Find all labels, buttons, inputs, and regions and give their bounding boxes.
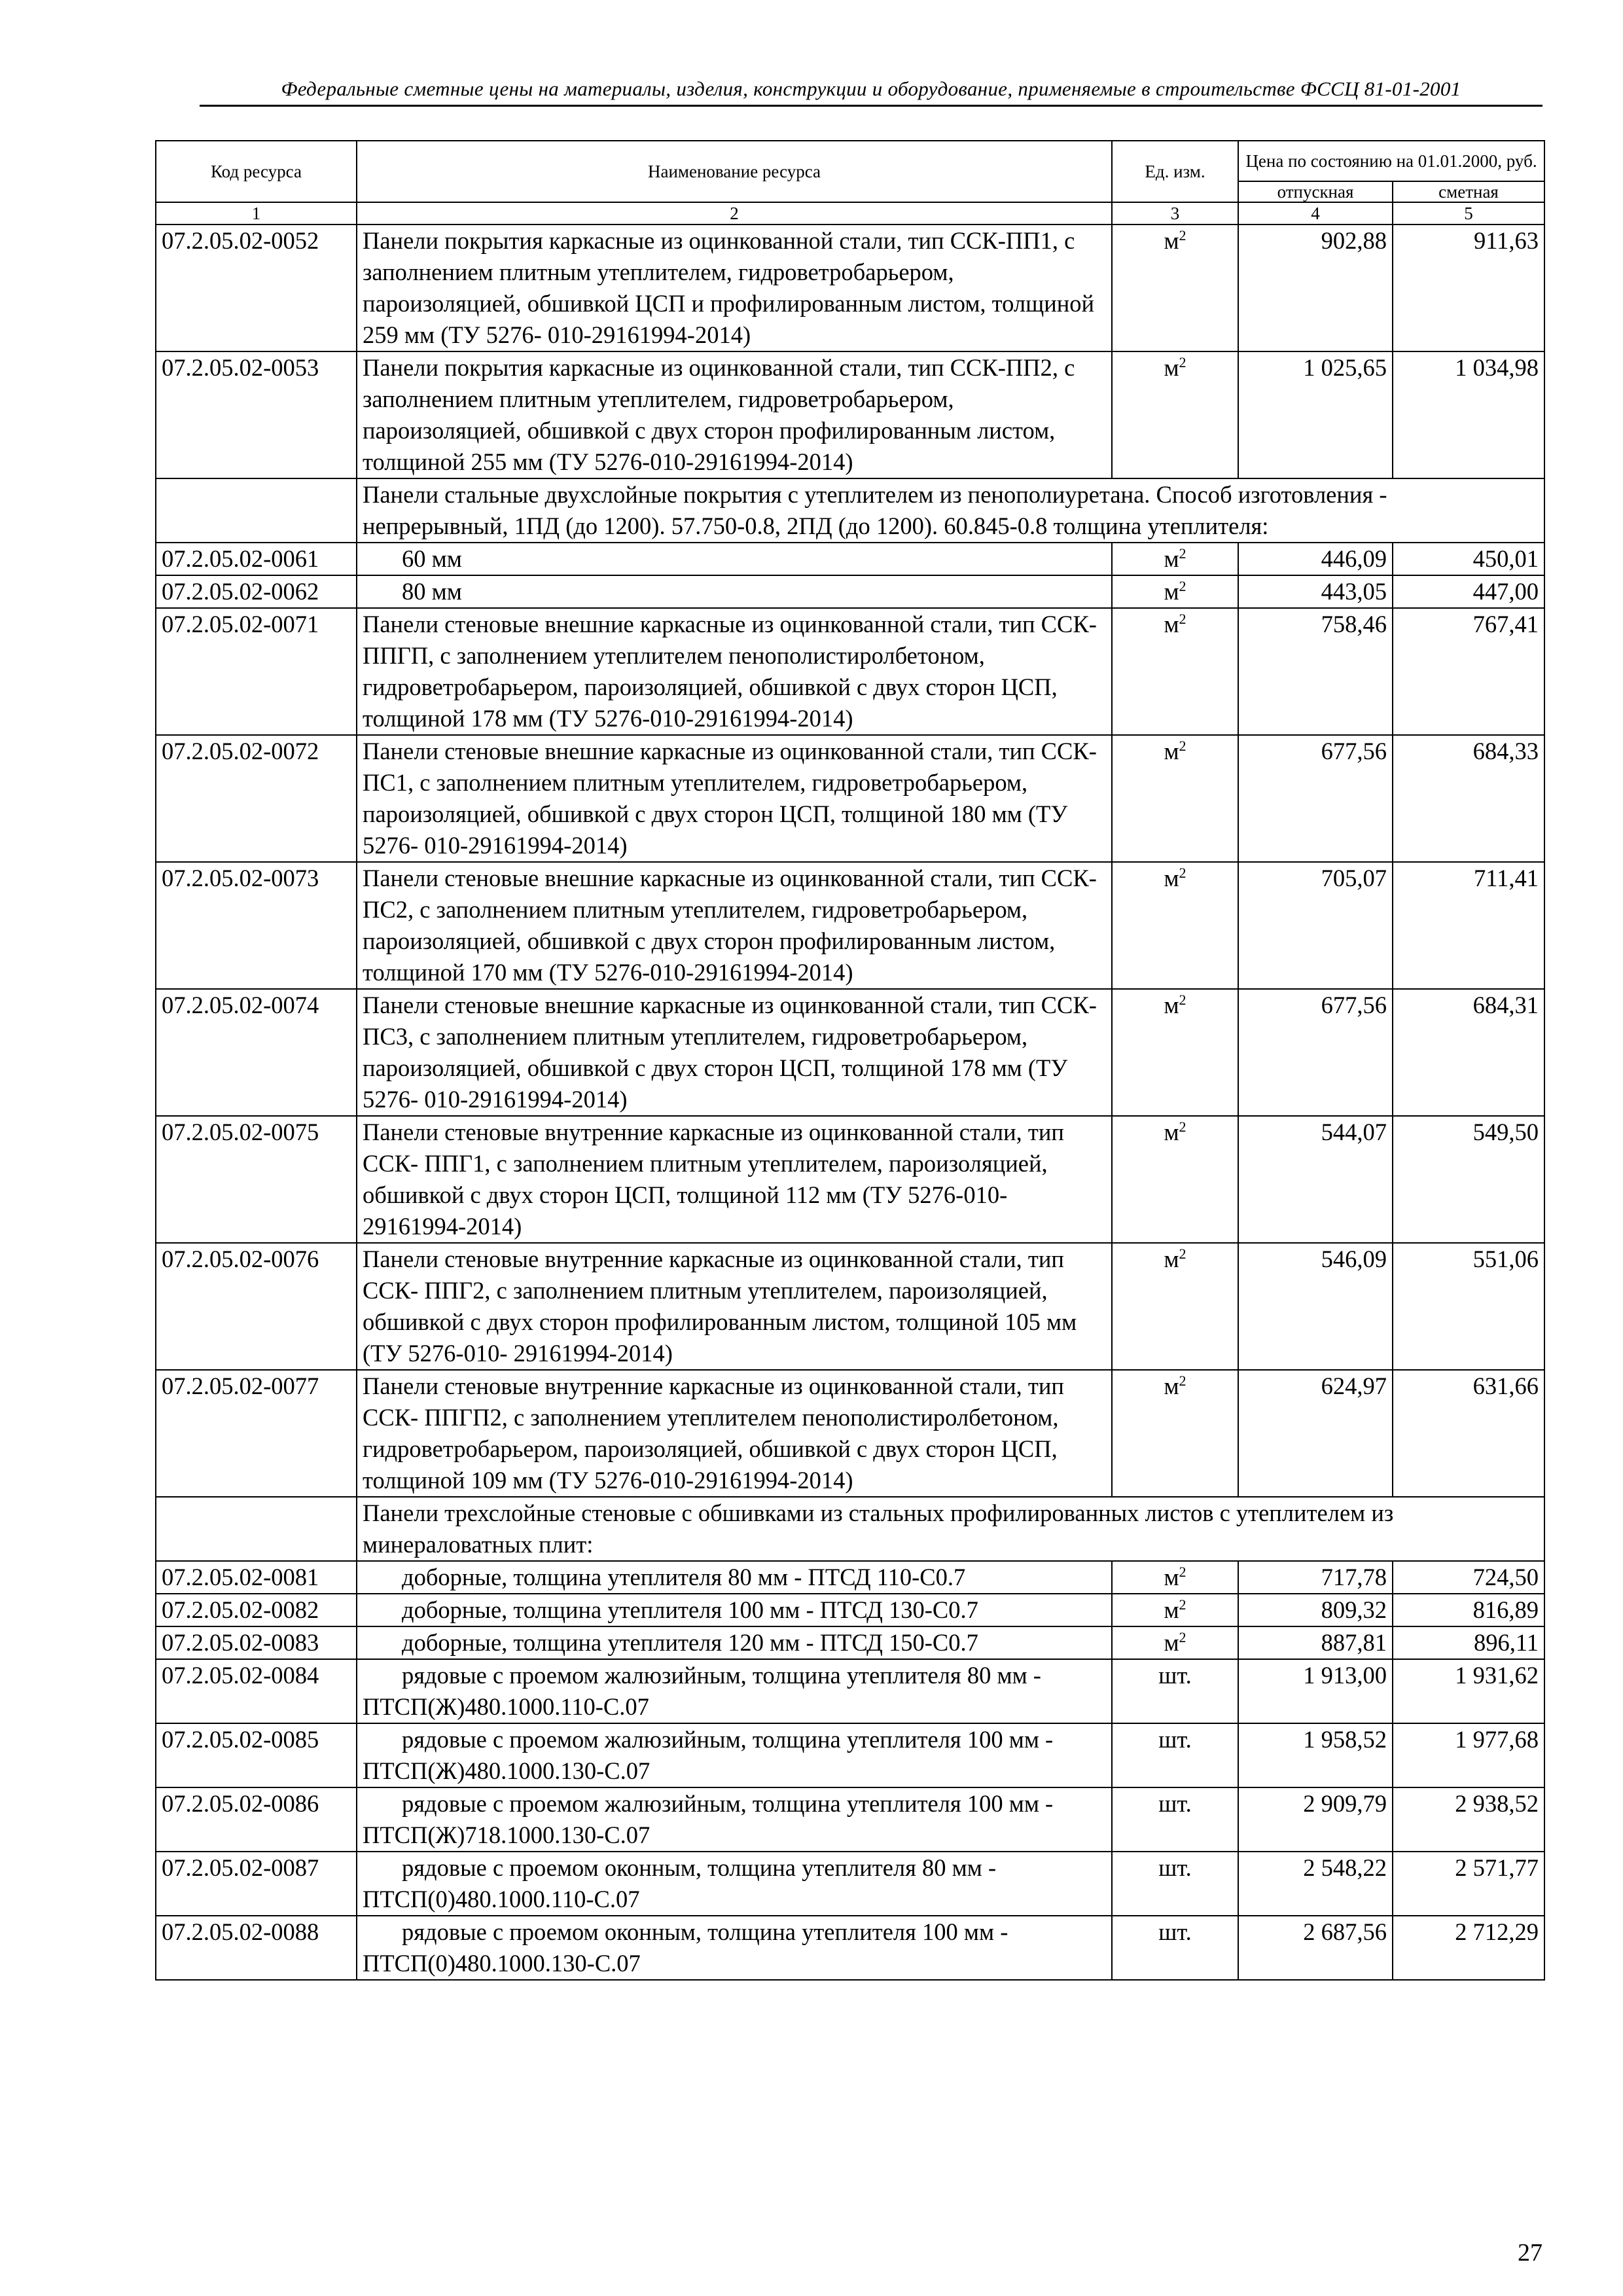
resource-code: 07.2.05.02-0053 <box>156 351 357 478</box>
column-number: 3 <box>1112 202 1238 224</box>
resource-name: Панели стеновые внутренние каркасные из оцинкованной стали, тип ССК- ППГ2, с заполнением плитным утеплителем, пароизоляцией, обшивкой с двух сторон профилированным листом, толщиной 105 мм (ТУ 5276-010- 29161994-2014) <box>357 1243 1112 1370</box>
unit-exponent: 2 <box>1179 353 1186 370</box>
unit-cell <box>1112 1723 1238 1787</box>
unit-cell <box>1112 543 1238 575</box>
table-row <box>156 735 1544 862</box>
price-release: 1 913,00 <box>1238 1659 1393 1723</box>
unit-exponent: 2 <box>1179 545 1186 562</box>
resource-code: 07.2.05.02-0077 <box>156 1370 357 1497</box>
price-release: 887,81 <box>1238 1626 1393 1659</box>
resource-name: рядовые с проемом оконным, толщина утеплителя 100 мм - ПТСП(0)480.1000.130-С.07 <box>357 1916 1112 1980</box>
unit-cell <box>1112 224 1238 351</box>
group-code-cell <box>156 478 357 543</box>
resource-code: 07.2.05.02-0052 <box>156 224 357 351</box>
resource-name: Панели стеновые внешние каркасные из оцинкованной стали, тип ССК- ПС1, с заполнением плитным утеплителем, гидроветробарьером, пароизоляцией, обшивкой с двух сторон ЦСП, толщиной 180 мм (ТУ 5276- 010-29161994-2014) <box>357 735 1112 862</box>
table-row <box>156 608 1544 735</box>
resource-code: 07.2.05.02-0062 <box>156 575 357 608</box>
unit-cell <box>1112 1116 1238 1243</box>
resource-name: Панели стеновые внешние каркасные из оцинкованной стали, тип ССК- ПС2, с заполнением плитным утеплителем, гидроветробарьером, пароизоляцией, обшивкой с двух сторон профилированным листом, толщиной 170 мм (ТУ 5276-010-29161994-2014) <box>357 862 1112 989</box>
resource-name: рядовые с проемом жалюзийным, толщина утеплителя 100 мм - ПТСП(Ж)718.1000.130-С.07 <box>357 1787 1112 1852</box>
header-rule <box>200 105 1543 107</box>
resource-code: 07.2.05.02-0072 <box>156 735 357 862</box>
unit-label: м <box>1164 611 1179 637</box>
price-estimate: 684,33 <box>1393 735 1544 862</box>
price-release: 902,88 <box>1238 224 1393 351</box>
table-group-row <box>156 478 1544 543</box>
table-row <box>156 1561 1544 1594</box>
unit-cell <box>1112 1659 1238 1723</box>
unit-exponent: 2 <box>1179 1372 1186 1389</box>
unit-cell <box>1112 1852 1238 1916</box>
unit-label: м <box>1164 1629 1179 1656</box>
price-estimate: 549,50 <box>1393 1116 1544 1243</box>
price-estimate: 724,50 <box>1393 1561 1544 1594</box>
resource-name: 80 мм <box>357 575 1112 608</box>
unit-label: м <box>1164 1119 1179 1145</box>
resource-name: 60 мм <box>357 543 1112 575</box>
resource-name: доборные, толщина утеплителя 80 мм - ПТСД 110-С0.7 <box>357 1561 1112 1594</box>
resource-name: Панели покрытия каркасные из оцинкованной стали, тип ССК-ПП1, с заполнением плитным утеплителем, гидроветробарьером, пароизоляцией, обшивкой ЦСП и профилированным листом, толщиной 259 мм (ТУ 5276- 010-29161994-2014) <box>357 224 1112 351</box>
table-row <box>156 1626 1544 1659</box>
price-release: 677,56 <box>1238 735 1393 862</box>
resource-code: 07.2.05.02-0073 <box>156 862 357 989</box>
unit-cell <box>1112 1370 1238 1497</box>
unit-cell <box>1112 989 1238 1116</box>
resource-name: доборные, толщина утеплителя 100 мм - ПТСД 130-С0.7 <box>357 1594 1112 1626</box>
price-estimate: 2 712,29 <box>1393 1916 1544 1980</box>
unit-label: м <box>1164 1372 1179 1399</box>
resource-code: 07.2.05.02-0087 <box>156 1852 357 1916</box>
price-release: 546,09 <box>1238 1243 1393 1370</box>
price-release: 443,05 <box>1238 575 1393 608</box>
price-release: 717,78 <box>1238 1561 1393 1594</box>
unit-exponent: 2 <box>1179 1596 1186 1613</box>
price-release: 1 025,65 <box>1238 351 1393 478</box>
unit-exponent: 2 <box>1179 577 1186 594</box>
price-estimate: 684,31 <box>1393 989 1544 1116</box>
unit-exponent: 2 <box>1179 226 1186 243</box>
resource-code: 07.2.05.02-0061 <box>156 543 357 575</box>
price-estimate: 450,01 <box>1393 543 1544 575</box>
price-table <box>155 140 1545 1981</box>
resource-code: 07.2.05.02-0071 <box>156 608 357 735</box>
unit-exponent: 2 <box>1179 1628 1186 1645</box>
price-release: 758,46 <box>1238 608 1393 735</box>
table-row <box>156 1723 1544 1787</box>
unit-cell <box>1112 1787 1238 1852</box>
unit-exponent: 2 <box>1179 737 1186 754</box>
price-estimate: 2 938,52 <box>1393 1787 1544 1852</box>
table-body <box>156 224 1544 1980</box>
unit-label: м <box>1164 1596 1179 1623</box>
price-estimate: 1 034,98 <box>1393 351 1544 478</box>
price-estimate: 911,63 <box>1393 224 1544 351</box>
price-release: 677,56 <box>1238 989 1393 1116</box>
resource-code: 07.2.05.02-0086 <box>156 1787 357 1852</box>
unit-label: м <box>1164 354 1179 381</box>
column-number: 4 <box>1238 202 1393 224</box>
page-header: Федеральные сметные цены на материалы, изделия, конструкции и оборудование, применяемые в строительстве ФССЦ 81-01-2001 <box>281 77 1461 100</box>
column-number: 5 <box>1393 202 1544 224</box>
unit-label: м <box>1164 865 1179 891</box>
resource-name: доборные, толщина утеплителя 120 мм - ПТСД 150-С0.7 <box>357 1626 1112 1659</box>
unit-cell <box>1112 1916 1238 1980</box>
resource-name: Панели стеновые внешние каркасные из оцинкованной стали, тип ССК- ПС3, с заполнением плитным утеплителем, гидроветробарьером, пароизоляцией, обшивкой с двух сторон ЦСП, толщиной 178 мм (ТУ 5276- 010-29161994-2014) <box>357 989 1112 1116</box>
table-row <box>156 351 1544 478</box>
price-release: 2 687,56 <box>1238 1916 1393 1980</box>
unit-exponent: 2 <box>1179 1118 1186 1135</box>
price-release: 809,32 <box>1238 1594 1393 1626</box>
table-row <box>156 1594 1544 1626</box>
unit-cell <box>1112 735 1238 862</box>
unit-label: шт. <box>1158 1662 1192 1689</box>
unit-label: м <box>1164 992 1179 1018</box>
header-unit: Ед. изм. <box>1112 141 1238 202</box>
table-row <box>156 575 1544 608</box>
price-release: 2 548,22 <box>1238 1852 1393 1916</box>
unit-cell <box>1112 1243 1238 1370</box>
header-price-estimate: сметная <box>1393 181 1544 202</box>
table-row <box>156 1659 1544 1723</box>
column-number: 2 <box>357 202 1112 224</box>
unit-label: шт. <box>1158 1854 1192 1881</box>
unit-exponent: 2 <box>1179 1245 1186 1262</box>
resource-name: рядовые с проемом жалюзийным, толщина утеплителя 100 мм - ПТСП(Ж)480.1000.130-С.07 <box>357 1723 1112 1787</box>
unit-cell <box>1112 608 1238 735</box>
price-estimate: 551,06 <box>1393 1243 1544 1370</box>
price-release: 1 958,52 <box>1238 1723 1393 1787</box>
header-price-group: Цена по состоянию на 01.01.2000, руб. <box>1238 141 1544 181</box>
table-row <box>156 224 1544 351</box>
resource-code: 07.2.05.02-0075 <box>156 1116 357 1243</box>
unit-cell <box>1112 1561 1238 1594</box>
table-group-row <box>156 1497 1544 1561</box>
table-row <box>156 1370 1544 1497</box>
price-release: 2 909,79 <box>1238 1787 1393 1852</box>
unit-label: шт. <box>1158 1726 1192 1753</box>
group-code-cell <box>156 1497 357 1561</box>
unit-label: шт. <box>1158 1790 1192 1817</box>
table-row <box>156 543 1544 575</box>
group-heading: Панели стальные двухслойные покрытия с утеплителем из пенополиуретана. Способ изготовления - непрерывный, 1ПД (до 1200). 57.750-0.8, 2ПД (до 1200). 60.845-0.8 толщина утеплителя: <box>357 478 1544 543</box>
header-price-release: отпускная <box>1238 181 1393 202</box>
unit-exponent: 2 <box>1179 864 1186 881</box>
unit-label: м <box>1164 1564 1179 1590</box>
resource-code: 07.2.05.02-0084 <box>156 1659 357 1723</box>
table-row <box>156 1787 1544 1852</box>
group-heading: Панели трехслойные стеновые с обшивками из стальных профилированных листов с утеплителем из минераловатных плит: <box>357 1497 1544 1561</box>
resource-code: 07.2.05.02-0074 <box>156 989 357 1116</box>
price-estimate: 896,11 <box>1393 1626 1544 1659</box>
column-number: 1 <box>156 202 357 224</box>
resource-code: 07.2.05.02-0085 <box>156 1723 357 1787</box>
resource-code: 07.2.05.02-0082 <box>156 1594 357 1626</box>
unit-exponent: 2 <box>1179 1563 1186 1580</box>
price-release: 624,97 <box>1238 1370 1393 1497</box>
unit-exponent: 2 <box>1179 610 1186 627</box>
resource-name: Панели стеновые внутренние каркасные из оцинкованной стали, тип ССК- ППГП2, с заполнением утеплителем пенополистиролбетоном, гидроветробарьером, пароизоляцией, обшивкой с двух сторон ЦСП, толщиной 109 мм (ТУ 5276-010-29161994-2014) <box>357 1370 1112 1497</box>
unit-exponent: 2 <box>1179 991 1186 1008</box>
resource-code: 07.2.05.02-0083 <box>156 1626 357 1659</box>
resource-name: Панели стеновые внутренние каркасные из оцинкованной стали, тип ССК- ППГ1, с заполнением плитным утеплителем, пароизоляцией, обшивкой с двух сторон ЦСП, толщиной 112 мм (ТУ 5276-010-29161994-2014) <box>357 1116 1112 1243</box>
unit-cell <box>1112 351 1238 478</box>
resource-code: 07.2.05.02-0081 <box>156 1561 357 1594</box>
table-row <box>156 989 1544 1116</box>
unit-label: м <box>1164 1246 1179 1272</box>
unit-label: шт. <box>1158 1918 1192 1945</box>
table-row <box>156 1916 1544 1980</box>
price-estimate: 631,66 <box>1393 1370 1544 1497</box>
unit-cell <box>1112 1594 1238 1626</box>
resource-name: рядовые с проемом жалюзийным, толщина утеплителя 80 мм - ПТСП(Ж)480.1000.110-С.07 <box>357 1659 1112 1723</box>
table-row <box>156 1852 1544 1916</box>
price-estimate: 767,41 <box>1393 608 1544 735</box>
resource-name: Панели покрытия каркасные из оцинкованной стали, тип ССК-ПП2, с заполнением плитным утеплителем, гидроветробарьером, пароизоляцией, обшивкой с двух сторон профилированным листом, толщиной 255 мм (ТУ 5276-010-29161994-2014) <box>357 351 1112 478</box>
price-release: 544,07 <box>1238 1116 1393 1243</box>
price-estimate: 2 571,77 <box>1393 1852 1544 1916</box>
unit-label: м <box>1164 738 1179 764</box>
unit-label: м <box>1164 545 1179 572</box>
header-code: Код ресурса <box>156 141 357 202</box>
unit-cell <box>1112 1626 1238 1659</box>
resource-name: рядовые с проемом оконным, толщина утеплителя 80 мм - ПТСП(0)480.1000.110-С.07 <box>357 1852 1112 1916</box>
unit-label: м <box>1164 227 1179 254</box>
header-name: Наименование ресурса <box>357 141 1112 202</box>
price-estimate: 711,41 <box>1393 862 1544 989</box>
price-estimate: 1 977,68 <box>1393 1723 1544 1787</box>
price-estimate: 447,00 <box>1393 575 1544 608</box>
unit-cell <box>1112 575 1238 608</box>
unit-label: м <box>1164 578 1179 605</box>
table-row <box>156 1116 1544 1243</box>
resource-code: 07.2.05.02-0088 <box>156 1916 357 1980</box>
resource-name: Панели стеновые внешние каркасные из оцинкованной стали, тип ССК- ППГП, с заполнением утеплителем пенополистиролбетоном, гидроветробарьером, пароизоляцией, обшивкой с двух сторон ЦСП, толщиной 178 мм (ТУ 5276-010-29161994-2014) <box>357 608 1112 735</box>
resource-code: 07.2.05.02-0076 <box>156 1243 357 1370</box>
table-row <box>156 862 1544 989</box>
price-estimate: 1 931,62 <box>1393 1659 1544 1723</box>
page-number: 27 <box>1518 2239 1543 2267</box>
price-release: 446,09 <box>1238 543 1393 575</box>
price-estimate: 816,89 <box>1393 1594 1544 1626</box>
unit-cell <box>1112 862 1238 989</box>
table-row <box>156 1243 1544 1370</box>
price-release: 705,07 <box>1238 862 1393 989</box>
